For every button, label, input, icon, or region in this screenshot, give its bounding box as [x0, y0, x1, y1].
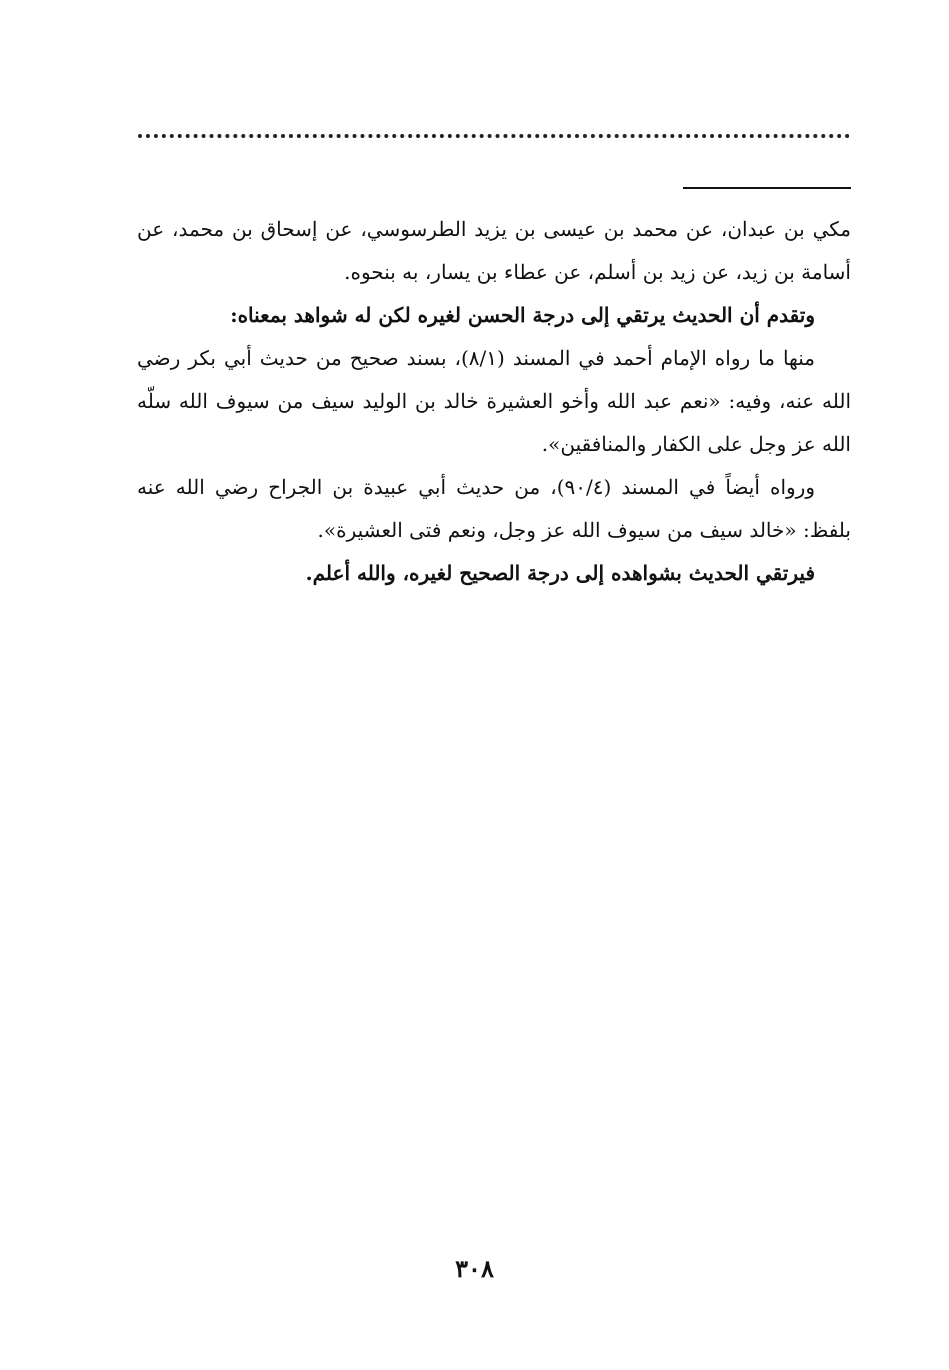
footnote-rule	[683, 187, 851, 189]
paragraph-conclusion: فيرتقي الحديث بشواهده إلى درجة الصحيح لغيره، والله أعلم.	[305, 561, 815, 585]
paragraph-grading-note: وتقدم أن الحديث يرتقي إلى درجة الحسن لغيره لكن له شواهد بمعناه:	[230, 303, 815, 327]
paragraph-chain-continuation: مكي بن عبدان، عن محمد بن عيسى بن يزيد الطرسوسي، عن إسحاق بن محمد، عن أسامة بن زيد، عن زيد بن أسلم، عن عطاء بن يسار، به بنحوه.	[137, 217, 851, 284]
dotted-separator	[138, 134, 850, 138]
main-text-block	[137, 208, 851, 595]
paragraph-ahmad-abu-ubayda: ورواه أيضاً في المسند (٩٠/٤)، من حديث أبي عبيدة بن الجراح رضي الله عنه بلفظ: «خالد سيف من سيوف الله عز وجل، ونعم فتى العشيرة».	[137, 475, 851, 542]
page-number: ٣٠٨	[455, 1254, 494, 1283]
paragraph-ahmad-abu-bakr: منها ما رواه الإمام أحمد في المسند (٨/١)، بسند صحيح من حديث أبي بكر رضي الله عنه، وفيه: «نعم عبد الله وأخو العشيرة خالد بن الوليد سيف من سيوف الله سلّه الله عز وجل على الكفار والمنافقين».	[137, 346, 851, 456]
